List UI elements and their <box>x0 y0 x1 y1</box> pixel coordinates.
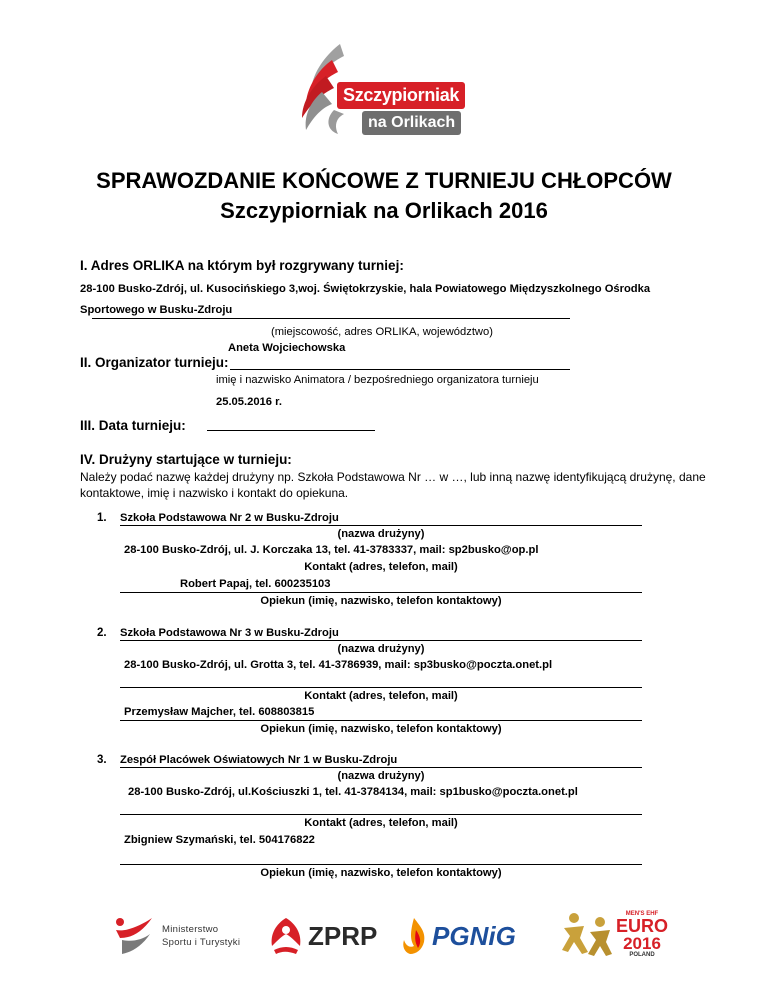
team-1-name: Szkoła Podstawowa Nr 2 w Busku-Zdroju <box>120 512 339 524</box>
tournament-date: 25.05.2016 r. <box>216 396 282 408</box>
team-1-guardian-label: Opiekun (imię, nazwisko, telefon kontaktowy) <box>260 595 502 607</box>
team-1-contact: 28-100 Busko-Zdrój, ul. J. Korczaka 13, tel. 41-3783337, mail: sp2busko@op.pl <box>124 544 539 556</box>
team-3-number: 3. <box>97 754 107 766</box>
ministry-line-2: Sportu i Turystyki <box>162 937 241 948</box>
team-2-name: Szkoła Podstawowa Nr 3 w Busku-Zdroju <box>120 627 339 639</box>
address-caption: (miejscowość, adres ORLIKA, województwo) <box>271 326 493 338</box>
ministry-swoosh-icon <box>112 914 156 958</box>
team-1-guardian: Robert Papaj, tel. 600235103 <box>180 578 331 590</box>
team-3-name: Zespół Placówek Oświatowych Nr 1 w Busku-Zdroju <box>120 754 398 766</box>
team-2-name-line <box>120 640 642 641</box>
address-underline <box>92 318 570 319</box>
zprp-emblem-icon <box>268 916 304 956</box>
team-3-contact-line <box>120 814 642 815</box>
team-1-guardian-line <box>120 592 642 593</box>
team-2-contact: 28-100 Busko-Zdrój, ul. Grotta 3, tel. 41-3786939, mail: sp3busko@poczta.onet.pl <box>124 659 553 671</box>
logo-text-line2: na Orlikach <box>362 111 461 135</box>
team-1-name-line <box>120 525 642 526</box>
team-3-guardian-label: Opiekun (imię, nazwisko, telefon kontaktowy) <box>260 867 502 879</box>
team-2-number: 2. <box>97 627 107 639</box>
organizer-name: Aneta Wojciechowska <box>228 342 346 354</box>
team-2-contact-label: Kontakt (adres, telefon, mail) <box>304 690 458 702</box>
section-3-heading: III. Data turnieju: <box>80 418 186 433</box>
team-1-contact-label: Kontakt (adres, telefon, mail) <box>304 561 458 573</box>
team-2-guardian: Przemysław Majcher, tel. 608803815 <box>124 706 315 718</box>
date-underline <box>207 430 375 431</box>
euro-2016-logo <box>560 908 668 960</box>
team-1-number: 1. <box>97 512 107 524</box>
organizer-underline <box>230 369 570 370</box>
team-3-contact: 28-100 Busko-Zdrój, ul.Kościuszki 1, tel. 41-3784134, mail: sp1busko@poczta.onet.pl <box>128 786 578 798</box>
team-3-name-label: (nazwa drużyny) <box>337 770 425 782</box>
organizer-caption: imię i nazwisko Animatora / bezpośredniego organizatora turnieju <box>216 374 539 386</box>
pgnig-logo <box>398 916 516 956</box>
section-2-heading: II. Organizator turnieju: <box>80 355 229 370</box>
ministry-line-1: Ministerstwo <box>162 924 219 935</box>
pgnig-text: PGNiG <box>432 920 516 951</box>
euro-top-text: MEN'S EHF <box>625 910 659 917</box>
address-line-2: Sportowego w Busku-Zdroju <box>80 304 233 316</box>
team-3-guardian: Zbigniew Szymański, tel. 504176822 <box>124 834 315 846</box>
document-subtitle: Szczypiorniak na Orlikach 2016 <box>220 198 548 223</box>
zprp-logo <box>268 916 377 956</box>
handball-players-icon <box>560 908 614 960</box>
team-2-contact-line <box>120 687 642 688</box>
address-line-1: 28-100 Busko-Zdrój, ul. Kusocińskiego 3,woj. Świętokrzyskie, hala Powiatowego Międzyszkolnego Ośrodka <box>80 283 651 295</box>
logo-text-line1: Szczypiorniak <box>337 82 465 109</box>
flame-icon <box>398 916 430 956</box>
team-3-guardian-line <box>120 864 642 865</box>
team-2-name-label: (nazwa drużyny) <box>337 643 425 655</box>
szczypiorniak-logo <box>282 38 478 146</box>
euro-year-text: 2016 <box>623 933 661 953</box>
zprp-text: ZPRP <box>308 920 378 951</box>
euro-word-text: EURO <box>616 915 669 936</box>
section-1-heading: I. Adres ORLIKA na którym był rozgrywany turniej: <box>80 258 404 273</box>
document-title: SPRAWOZDANIE KOŃCOWE Z TURNIEJU CHŁOPCÓW <box>96 168 672 193</box>
ministry-logo <box>112 914 240 958</box>
team-3-name-line <box>120 767 642 768</box>
team-3-contact-label: Kontakt (adres, telefon, mail) <box>304 817 458 829</box>
team-2-guardian-line <box>120 720 642 721</box>
euro-country-text: POLAND <box>629 951 655 958</box>
team-2-guardian-label: Opiekun (imię, nazwisko, telefon kontaktowy) <box>260 723 502 735</box>
team-1-name-label: (nazwa drużyny) <box>337 528 425 540</box>
section-4-heading: IV. Drużyny startujące w turnieju: <box>80 452 292 467</box>
section-4-note: Należy podać nazwę każdej drużyny np. Szkoła Podstawowa Nr … w …, lub inną nazwę identyfikującą drużynę, dane kontaktowe, imię i nazwisko i kontakt do opiekuna. <box>80 470 706 500</box>
